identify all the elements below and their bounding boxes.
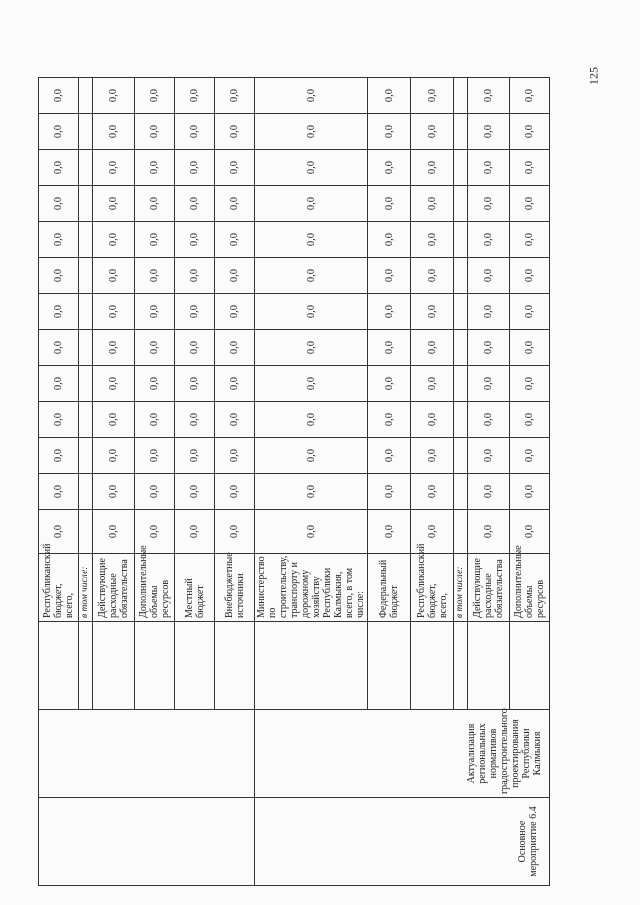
value-cell: 0,0 <box>93 78 135 114</box>
executor-cell-empty <box>255 622 368 710</box>
value-cell: 0,0 <box>39 366 79 402</box>
value-cell: 0,0 <box>175 294 215 330</box>
value-cell <box>454 438 468 474</box>
value-cell: 0,0 <box>215 402 255 438</box>
row-label: Республиканский бюджет, всего, <box>39 554 79 622</box>
value-cell: 0,0 <box>39 150 79 186</box>
value-cell: 0,0 <box>39 330 79 366</box>
value-cell: 0,0 <box>93 402 135 438</box>
value-cell: 0,0 <box>368 330 411 366</box>
value-cell: 0,0 <box>468 150 510 186</box>
value-cell: 0,0 <box>510 510 550 554</box>
value-cell <box>79 330 93 366</box>
value-cell: 0,0 <box>93 186 135 222</box>
value-cell: 0,0 <box>135 114 175 150</box>
value-cell: 0,0 <box>368 474 411 510</box>
value-cell <box>454 510 468 554</box>
value-cell: 0,0 <box>411 258 454 294</box>
page-number-text: 125 <box>586 67 601 85</box>
value-cell: 0,0 <box>368 258 411 294</box>
value-cell: 0,0 <box>468 186 510 222</box>
value-cell: 0,0 <box>135 150 175 186</box>
executor-cell-empty <box>411 622 454 710</box>
value-cell: 0,0 <box>255 438 368 474</box>
value-cell: 0,0 <box>468 402 510 438</box>
value-cell <box>79 402 93 438</box>
value-cell: 0,0 <box>93 150 135 186</box>
value-cell: 0,0 <box>411 366 454 402</box>
measure-code-cell-empty <box>39 798 255 886</box>
value-cell <box>454 258 468 294</box>
executor-cell-empty <box>79 622 93 710</box>
page-number <box>584 56 604 96</box>
budget-table-body <box>39 78 550 886</box>
value-cell: 0,0 <box>135 438 175 474</box>
value-cell: 0,0 <box>255 366 368 402</box>
value-cell: 0,0 <box>368 186 411 222</box>
value-cell: 0,0 <box>510 402 550 438</box>
value-cell: 0,0 <box>175 186 215 222</box>
value-cell: 0,0 <box>510 186 550 222</box>
value-cell: 0,0 <box>255 186 368 222</box>
executor-cell-empty <box>510 622 550 710</box>
value-cell: 0,0 <box>135 510 175 554</box>
table-frame <box>38 78 546 886</box>
value-cell: 0,0 <box>215 330 255 366</box>
value-cell: 0,0 <box>135 474 175 510</box>
value-cell: 0,0 <box>368 402 411 438</box>
value-cell: 0,0 <box>175 258 215 294</box>
executor-cell-empty <box>175 622 215 710</box>
value-cell: 0,0 <box>510 222 550 258</box>
table-row <box>255 78 368 886</box>
value-cell <box>454 222 468 258</box>
value-cell: 0,0 <box>368 366 411 402</box>
value-cell: 0,0 <box>411 330 454 366</box>
value-cell: 0,0 <box>175 438 215 474</box>
value-cell: 0,0 <box>39 114 79 150</box>
value-cell: 0,0 <box>135 402 175 438</box>
value-cell: 0,0 <box>255 78 368 114</box>
value-cell: 0,0 <box>39 510 79 554</box>
value-cell: 0,0 <box>510 114 550 150</box>
row-label: Действующие расходные обязательства <box>93 554 135 622</box>
value-cell: 0,0 <box>468 222 510 258</box>
value-cell: 0,0 <box>368 510 411 554</box>
value-cell <box>79 114 93 150</box>
row-label: Республиканский бюджет, всего, <box>411 554 454 622</box>
value-cell: 0,0 <box>255 330 368 366</box>
value-cell: 0,0 <box>93 258 135 294</box>
executor-cell-empty <box>39 622 79 710</box>
row-label: Дополнительные объемы ресурсов <box>135 554 175 622</box>
measure-title-cell-empty <box>39 710 255 798</box>
value-cell: 0,0 <box>215 438 255 474</box>
value-cell: 0,0 <box>215 258 255 294</box>
value-cell: 0,0 <box>93 294 135 330</box>
value-cell <box>79 222 93 258</box>
row-label: Местный бюджет <box>175 554 215 622</box>
value-cell <box>454 114 468 150</box>
value-cell: 0,0 <box>510 258 550 294</box>
value-cell: 0,0 <box>368 438 411 474</box>
value-cell: 0,0 <box>215 294 255 330</box>
row-label: Федеральный бюджет <box>368 554 411 622</box>
value-cell: 0,0 <box>135 366 175 402</box>
value-cell: 0,0 <box>510 330 550 366</box>
value-cell: 0,0 <box>468 330 510 366</box>
value-cell: 0,0 <box>411 294 454 330</box>
value-cell: 0,0 <box>93 222 135 258</box>
value-cell: 0,0 <box>255 474 368 510</box>
value-cell <box>454 366 468 402</box>
value-cell: 0,0 <box>510 366 550 402</box>
value-cell: 0,0 <box>215 78 255 114</box>
budget-table <box>38 77 550 886</box>
value-cell: 0,0 <box>255 510 368 554</box>
executor-cell-empty <box>93 622 135 710</box>
value-cell: 0,0 <box>215 510 255 554</box>
value-cell: 0,0 <box>175 78 215 114</box>
value-cell: 0,0 <box>39 258 79 294</box>
value-cell: 0,0 <box>368 222 411 258</box>
table-row <box>39 78 79 886</box>
value-cell: 0,0 <box>368 150 411 186</box>
value-cell: 0,0 <box>215 186 255 222</box>
value-cell <box>79 474 93 510</box>
value-cell: 0,0 <box>39 222 79 258</box>
value-cell: 0,0 <box>215 222 255 258</box>
value-cell: 0,0 <box>368 294 411 330</box>
value-cell: 0,0 <box>411 222 454 258</box>
value-cell: 0,0 <box>468 258 510 294</box>
row-label: Дополнительные объемы ресурсов <box>510 554 550 622</box>
value-cell: 0,0 <box>175 366 215 402</box>
executor-cell-empty <box>454 622 468 710</box>
value-cell: 0,0 <box>468 474 510 510</box>
value-cell <box>454 474 468 510</box>
value-cell: 0,0 <box>411 510 454 554</box>
value-cell: 0,0 <box>255 258 368 294</box>
value-cell <box>79 510 93 554</box>
value-cell: 0,0 <box>93 438 135 474</box>
value-cell: 0,0 <box>135 294 175 330</box>
value-cell: 0,0 <box>255 114 368 150</box>
value-cell: 0,0 <box>215 150 255 186</box>
value-cell: 0,0 <box>93 366 135 402</box>
value-cell: 0,0 <box>411 186 454 222</box>
value-cell: 0,0 <box>510 78 550 114</box>
value-cell: 0,0 <box>175 150 215 186</box>
value-cell: 0,0 <box>468 366 510 402</box>
value-cell <box>79 186 93 222</box>
measure-title-cell: Актуализация региональных нормативов градостроительного проектирования Республики Калмыкия <box>255 710 550 798</box>
value-cell: 0,0 <box>175 474 215 510</box>
value-cell: 0,0 <box>468 510 510 554</box>
row-label: Внебюджетные источники <box>215 554 255 622</box>
value-cell: 0,0 <box>510 474 550 510</box>
executor-cell-empty <box>368 622 411 710</box>
value-cell: 0,0 <box>175 510 215 554</box>
value-cell: 0,0 <box>39 78 79 114</box>
value-cell: 0,0 <box>175 402 215 438</box>
value-cell: 0,0 <box>215 366 255 402</box>
value-cell: 0,0 <box>135 186 175 222</box>
value-cell: 0,0 <box>93 474 135 510</box>
row-label: Действующие расходные обязательства <box>468 554 510 622</box>
value-cell: 0,0 <box>175 114 215 150</box>
value-cell: 0,0 <box>368 78 411 114</box>
executor-cell-empty <box>215 622 255 710</box>
value-cell: 0,0 <box>215 114 255 150</box>
value-cell: 0,0 <box>411 438 454 474</box>
value-cell: 0,0 <box>215 474 255 510</box>
value-cell <box>454 186 468 222</box>
value-cell <box>454 294 468 330</box>
value-cell: 0,0 <box>135 330 175 366</box>
value-cell: 0,0 <box>255 294 368 330</box>
value-cell: 0,0 <box>368 114 411 150</box>
value-cell: 0,0 <box>411 78 454 114</box>
value-cell: 0,0 <box>510 438 550 474</box>
measure-code-cell: Основное мероприятие 6.4 <box>255 798 550 886</box>
value-cell: 0,0 <box>39 294 79 330</box>
value-cell: 0,0 <box>39 474 79 510</box>
value-cell: 0,0 <box>255 222 368 258</box>
value-cell: 0,0 <box>39 438 79 474</box>
value-cell: 0,0 <box>255 402 368 438</box>
value-cell: 0,0 <box>468 438 510 474</box>
value-cell: 0,0 <box>468 294 510 330</box>
executor-cell-empty <box>468 622 510 710</box>
executor-cell-empty <box>135 622 175 710</box>
value-cell <box>79 258 93 294</box>
value-cell: 0,0 <box>39 402 79 438</box>
value-cell: 0,0 <box>93 510 135 554</box>
value-cell <box>454 78 468 114</box>
row-label: Министерство по строительству, транспорту и дорожному хозяйству Республики Калмыкия, всего, в том числе: <box>255 554 368 622</box>
value-cell <box>454 330 468 366</box>
value-cell: 0,0 <box>175 222 215 258</box>
row-label: в том числе: <box>454 554 468 622</box>
value-cell <box>79 150 93 186</box>
value-cell: 0,0 <box>411 402 454 438</box>
value-cell: 0,0 <box>93 114 135 150</box>
rotated-table-container <box>38 78 546 886</box>
value-cell: 0,0 <box>411 114 454 150</box>
value-cell: 0,0 <box>468 114 510 150</box>
value-cell <box>79 78 93 114</box>
value-cell: 0,0 <box>510 150 550 186</box>
value-cell <box>454 402 468 438</box>
value-cell: 0,0 <box>93 330 135 366</box>
value-cell: 0,0 <box>468 78 510 114</box>
value-cell: 0,0 <box>175 330 215 366</box>
value-cell <box>79 438 93 474</box>
value-cell <box>454 150 468 186</box>
value-cell: 0,0 <box>411 150 454 186</box>
value-cell: 0,0 <box>39 186 79 222</box>
value-cell: 0,0 <box>135 78 175 114</box>
value-cell: 0,0 <box>411 474 454 510</box>
value-cell <box>79 294 93 330</box>
value-cell <box>79 366 93 402</box>
value-cell: 0,0 <box>135 258 175 294</box>
value-cell: 0,0 <box>510 294 550 330</box>
value-cell: 0,0 <box>135 222 175 258</box>
row-label: в том числе: <box>79 554 93 622</box>
value-cell: 0,0 <box>255 150 368 186</box>
